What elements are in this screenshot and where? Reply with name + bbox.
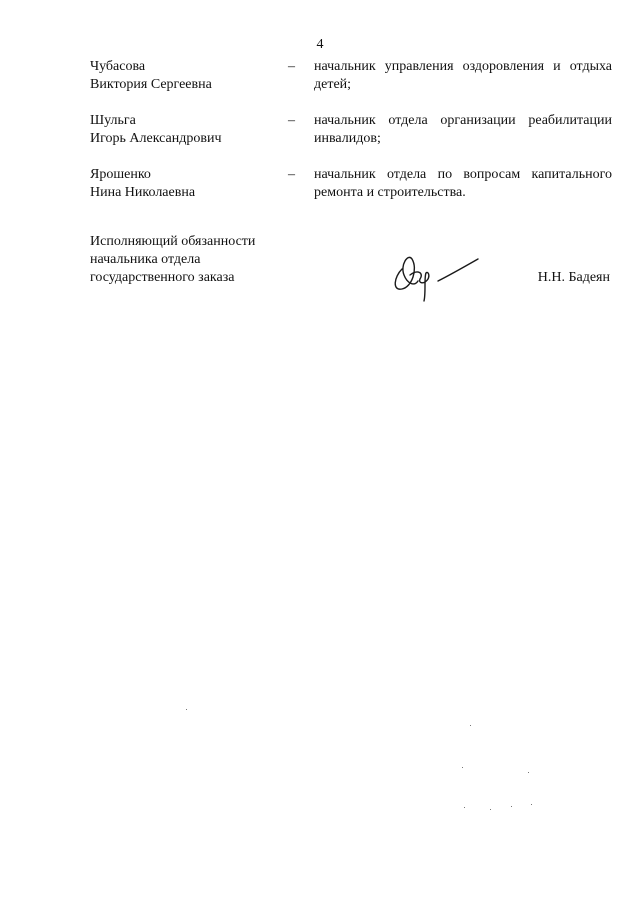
staff-surname: Ярошенко xyxy=(90,167,151,182)
staff-given-names: Виктория Сергеевна xyxy=(90,77,212,92)
staff-role: начальник управления оздоровления и отдыха детей; xyxy=(314,59,612,92)
staff-entry xyxy=(90,112,612,148)
signer-title-line: Исполняющий обязанности xyxy=(90,234,256,249)
scan-speck xyxy=(186,709,187,710)
signer-title-line: начальника отдела xyxy=(90,252,201,267)
signer-name: Н.Н. Бадеян xyxy=(537,270,610,285)
scan-speck xyxy=(464,807,465,808)
scan-speck xyxy=(470,725,471,726)
staff-given-names: Игорь Александрович xyxy=(90,131,222,146)
staff-name xyxy=(90,112,288,148)
entry-dash: – xyxy=(288,167,295,182)
staff-surname: Чубасова xyxy=(90,59,146,74)
staff-name xyxy=(90,166,288,202)
staff-entry xyxy=(90,166,612,202)
staff-entry xyxy=(90,58,612,94)
scan-speck xyxy=(511,806,512,807)
staff-role: начальник отдела по вопросам капитального ремонта и строительства. xyxy=(314,167,612,200)
staff-name xyxy=(90,58,288,94)
signer-title xyxy=(90,233,290,287)
handwritten-signature xyxy=(388,247,484,303)
staff-surname: Шульга xyxy=(90,113,136,128)
page-number: 4 xyxy=(316,37,324,52)
scan-speck xyxy=(462,767,463,768)
signer-title-line: государственного заказа xyxy=(90,270,235,285)
staff-list xyxy=(90,58,612,220)
signature-block xyxy=(90,233,610,313)
scan-speck xyxy=(531,804,532,805)
entry-dash: – xyxy=(288,113,295,128)
scan-speck xyxy=(528,772,529,773)
entry-dash: – xyxy=(288,59,295,74)
staff-role: начальник отдела организации реабилитации инвалидов; xyxy=(314,113,612,146)
staff-given-names: Нина Николаевна xyxy=(90,185,196,200)
scan-speck xyxy=(490,809,491,810)
